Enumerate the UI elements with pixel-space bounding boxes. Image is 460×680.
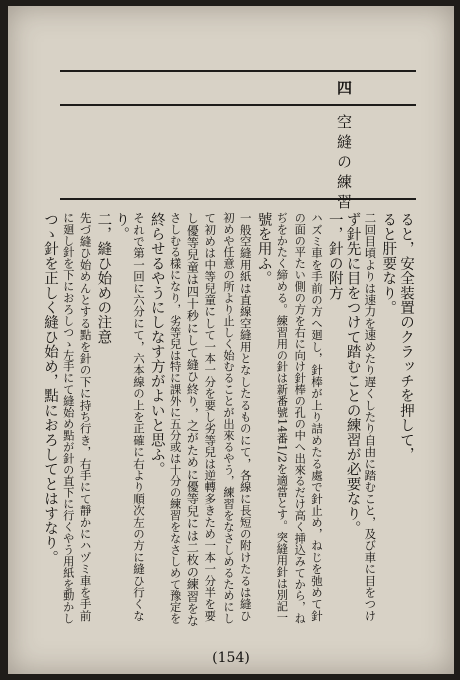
text-column: 一，針の附方 (326, 212, 343, 301)
text-column: に廻し針を下におろしつゝ左手にて縫始め點が針の直下に行くやう用紙を動かし (61, 212, 75, 625)
text-column: 終らせるやうにしなす方がよいと思ふ。 (148, 212, 165, 477)
text-column: さしむる樣になり，劣等兒は特に課外に五分或は十分の練習をなさしめて豫定を (168, 212, 182, 625)
text-column: り。 (113, 212, 130, 242)
text-column: ると，安全装置のクラッチを押して， (398, 212, 414, 462)
text-column: 初めや任意の所より止しく始むることが出來るやう，練習をなさしめるためにし (222, 212, 235, 625)
book-page (8, 6, 454, 674)
text-column: ハズミ車を手前の方へ廻し，針棒が上り詰めたる處で針止め，ねじを弛めて針 (310, 212, 324, 622)
page-number: (154) (212, 650, 250, 666)
text-column: の面の平たい側の方を右に向け針棒の孔の中へ出來るだけ高く挿込みてから，ね (293, 212, 307, 625)
text-column: ず針先に目をつけて踏むことの練習が必要なり。 (344, 212, 361, 536)
text-column: それで第一回に六分にて，六本線の上を正確に右より順次左の方に縫ひ行くな (132, 212, 146, 622)
text-column: 先づ縫ひ始めんとする點を針の下に持ち行き，右手にて靜かにハヅミ車を手前 (78, 212, 93, 622)
chapter-rule-body (60, 198, 416, 200)
chapter-number: 四 (335, 80, 353, 95)
text-column: 二，縫ひ始めの注意 (95, 212, 112, 345)
text-column: ぢをかたく締める。練習用の針は新番號14番1/2を適當とす。突縫用針は別記一 (275, 212, 289, 624)
text-column: し優等兒童は四十秒にして縫ひ終り，之がために優等兒には二枚の練習をな (185, 212, 200, 627)
chapter-title: 空縫の練習 (335, 114, 353, 214)
text-column: ると肝要なり。 (380, 212, 397, 315)
text-column: て初めは中等兒童にして一本一分を要し劣等兒は逆轉多きため一本一分半を要 (203, 212, 218, 622)
chapter-rule-bottom (60, 104, 416, 106)
text-column: 一般空縫用紙は直線空縫用となしたるものにて，各線に長短の附けたるは縫ひ (238, 212, 253, 622)
chapter-rule-top (60, 70, 416, 72)
text-column: 二回目頃よりは速力を速めたり遅くしたり自由に踏むこと，及び車に目をつけ (363, 212, 378, 622)
text-column: つゝ針を正しく縫ひ始め，點におろしてとはすなり。 (42, 212, 58, 565)
text-column: 號を用ふ。 (255, 212, 272, 286)
